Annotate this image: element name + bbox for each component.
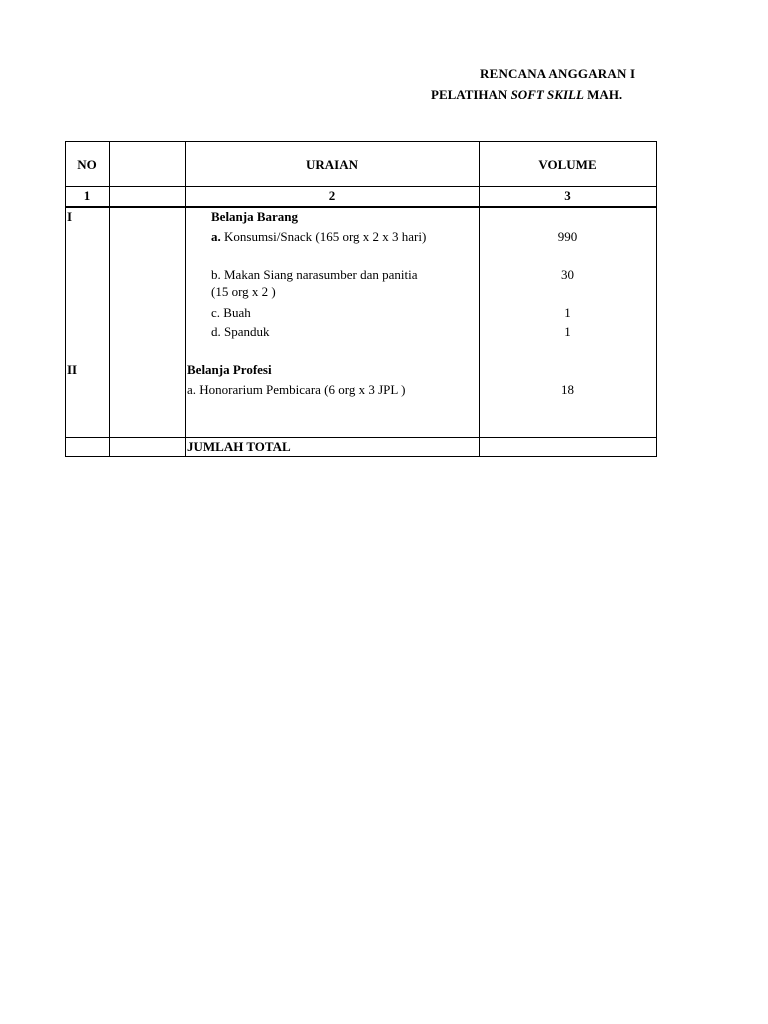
grid-line [109,141,110,457]
column-number-3: 3 [564,188,571,203]
total-label: JUMLAH TOTAL [187,439,291,454]
document-title [0,0,661,110]
list-item [211,229,426,245]
list-item: b. Makan Siang narasumber dan panitia [211,267,418,282]
title-line-2 [431,87,622,103]
grid-line [65,186,657,187]
list-item: a. Honorarium Pembicara (6 org x 3 JPL ) [187,382,406,397]
grid-line [65,437,657,438]
item-volume: 18 [561,382,574,397]
section-heading: Belanja Barang [211,209,299,224]
section-number: I [67,209,73,224]
item-volume: 30 [561,267,574,282]
column-number-2: 2 [328,188,336,203]
grid-line [65,206,657,208]
item-label: Konsumsi/Snack (165 org x 2 x 3 hari) [220,229,427,244]
title-line-2-prefix: PELATIHAN [431,87,511,102]
title-line-2-italic: SOFT SKILL [510,87,584,102]
header-volume: VOLUME [538,157,597,172]
title-line-1: RENCANA ANGGARAN I [480,66,636,81]
list-item: d. Spanduk [211,324,270,339]
item-prefix: a. [211,229,221,244]
header-uraian: URAIAN [306,157,358,172]
item-volume: 990 [557,229,578,244]
title-line-2-suffix: MAH. [583,87,623,102]
section-number: II [67,362,78,377]
list-item-continued: (15 org x 2 ) [211,284,276,299]
header-no: NO [77,157,97,172]
grid-line [65,456,657,457]
item-volume: 1 [564,324,571,339]
section-heading: Belanja Profesi [187,362,272,377]
grid-line [65,141,657,142]
list-item: c. Buah [211,305,251,320]
grid-line [656,141,657,457]
budget-table [65,141,657,457]
column-number-1: 1 [83,188,91,203]
item-volume: 1 [564,305,571,320]
